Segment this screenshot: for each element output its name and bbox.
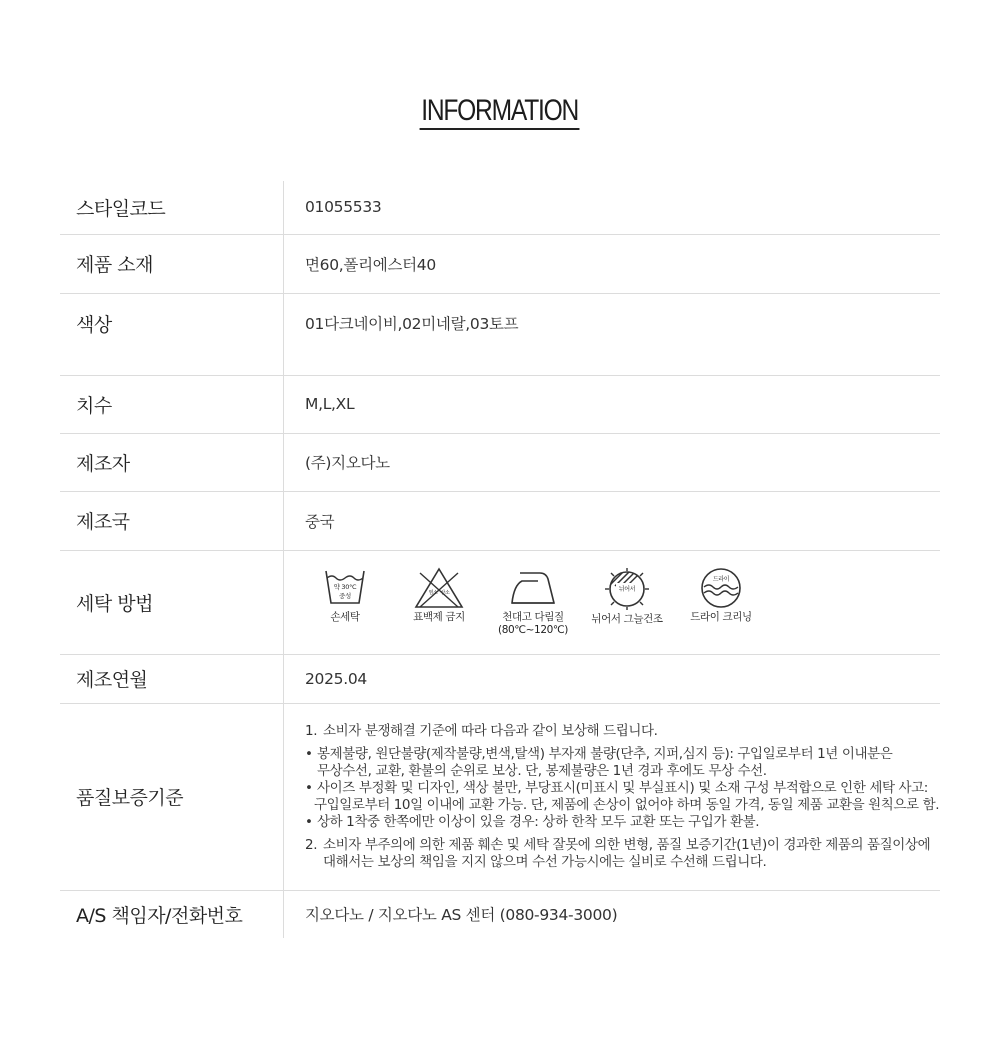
chlorine-text: 염소 bbox=[428, 590, 438, 596]
row-label: 치수 bbox=[60, 375, 284, 433]
wash-label: 천대고 다림질 bbox=[502, 611, 564, 623]
table-row bbox=[60, 703, 940, 890]
warranty-item bbox=[305, 837, 940, 854]
wash-icons-cell bbox=[284, 550, 941, 654]
dry-clean-icon bbox=[696, 567, 746, 609]
wash-item bbox=[486, 567, 580, 637]
warranty-line: 무상수선, 교환, 환불의 순위로 보상. 단, 봉제불량은 1년 경과 후에도 무상 수선. bbox=[317, 762, 767, 779]
oxygen-text: 산소 bbox=[440, 590, 450, 596]
wash-item bbox=[298, 567, 392, 624]
wash-icons bbox=[298, 567, 940, 637]
warranty-line: 대해서는 보상의 책임을 지지 않으며 수선 가능시에는 실비로 수선해 드립니다. bbox=[323, 853, 767, 870]
table-row bbox=[60, 550, 940, 654]
warranty-line: 봉제불량, 원단불량(제작불량,변색,탈색) 부자재 불량(단추, 지퍼,심지 등): 구입일로부터 1년 이내분은 bbox=[317, 745, 893, 762]
info-table bbox=[60, 181, 940, 938]
page-title-wrap bbox=[0, 94, 1000, 130]
row-value: 2025.04 bbox=[284, 654, 941, 703]
row-label: 제품 소재 bbox=[60, 234, 284, 293]
warranty-line: 소비자 부주의에 의한 제품 훼손 및 세탁 잘못에 의한 변형, 품질 보증기간(1년)이 경과한 제품의 품질이상에 bbox=[323, 836, 931, 853]
no-bleach-icon bbox=[414, 567, 464, 609]
wash-item bbox=[580, 567, 674, 626]
row-value: (주)지오다노 bbox=[284, 433, 941, 491]
table-row bbox=[60, 375, 940, 433]
dry-text: 드라이 bbox=[712, 576, 730, 583]
table-row bbox=[60, 181, 940, 234]
row-value: M,L,XL bbox=[284, 375, 941, 433]
item-number: 1. bbox=[305, 722, 318, 739]
bullet: • bbox=[305, 745, 313, 762]
page-title: INFORMATION bbox=[420, 94, 580, 130]
bullet: • bbox=[305, 813, 313, 830]
table-row bbox=[60, 890, 940, 938]
warranty-line: 소비자 분쟁해결 기준에 따라 다음과 같이 보상해 드립니다. bbox=[323, 722, 658, 739]
warranty-line: 사이즈 부정확 및 디자인, 색상 불만, 부당표시(미표시 및 부실표시) 및 소재 구성 부적합으로 인한 세탁 사고: bbox=[317, 779, 928, 796]
row-label: 품질보증기준 bbox=[60, 703, 284, 890]
row-value: 01다크네이비,02미네랄,03토프 bbox=[284, 293, 941, 375]
warranty-bullet bbox=[305, 814, 940, 831]
warranty-line: 구입일로부터 10일 이내에 교환 가능. 단, 제품에 손상이 없어야 하며 동일 가격, 동일 제품 교환을 원칙으로 함. bbox=[314, 796, 940, 813]
flat-dry-shade-icon bbox=[602, 567, 652, 611]
wash-label: 손세탁 bbox=[330, 611, 360, 623]
warranty-bullet bbox=[305, 746, 940, 763]
flat-dry-text: 뉘어서 bbox=[618, 586, 636, 593]
warranty-text bbox=[305, 723, 940, 871]
wash-label: 뉘어서 그늘건조 bbox=[591, 613, 663, 625]
hand-wash-icon bbox=[322, 567, 368, 609]
table-row bbox=[60, 433, 940, 491]
row-label: 세탁 방법 bbox=[60, 550, 284, 654]
row-value: 지오다노 / 지오다노 AS 센터 (080-934-3000) bbox=[305, 906, 618, 925]
warranty-line: 상하 1착중 한쪽에만 이상이 있을 경우: 상하 한착 모두 교환 또는 구입가 환불. bbox=[317, 813, 760, 830]
row-label: 색상 bbox=[60, 293, 284, 375]
row-value: 중국 bbox=[284, 491, 941, 550]
bullet: • bbox=[305, 779, 313, 796]
wash-item bbox=[674, 567, 768, 624]
warranty-bullet-cont bbox=[305, 797, 940, 814]
row-label: A/S 책임자/전화번호 bbox=[60, 890, 284, 938]
row-label: 제조국 bbox=[60, 491, 284, 550]
warranty-item-cont bbox=[305, 854, 940, 871]
table-row bbox=[60, 654, 940, 703]
row-label: 제조자 bbox=[60, 433, 284, 491]
row-value: 면60,폴리에스터40 bbox=[284, 234, 941, 293]
table-row bbox=[60, 234, 940, 293]
warranty-bullet bbox=[305, 780, 940, 797]
warranty-item bbox=[305, 723, 940, 740]
table-row bbox=[60, 293, 940, 375]
row-value: 01055533 bbox=[284, 181, 941, 234]
wash-label-temp: (80℃~120℃) bbox=[498, 624, 568, 636]
item-number: 2. bbox=[305, 836, 318, 853]
wash-label: 표백제 금지 bbox=[413, 611, 465, 623]
wash-temp-text: 약 30°C bbox=[333, 583, 357, 591]
wash-neutral-text: 중성 bbox=[339, 592, 351, 600]
warranty-cell bbox=[284, 703, 941, 890]
wash-item bbox=[392, 567, 486, 624]
row-label: 제조연월 bbox=[60, 654, 284, 703]
table-row bbox=[60, 491, 940, 550]
iron-icon bbox=[508, 567, 558, 609]
warranty-bullet-cont bbox=[305, 763, 940, 780]
wash-label: 드라이 크리닝 bbox=[690, 611, 752, 623]
row-label: 스타일코드 bbox=[60, 181, 284, 234]
